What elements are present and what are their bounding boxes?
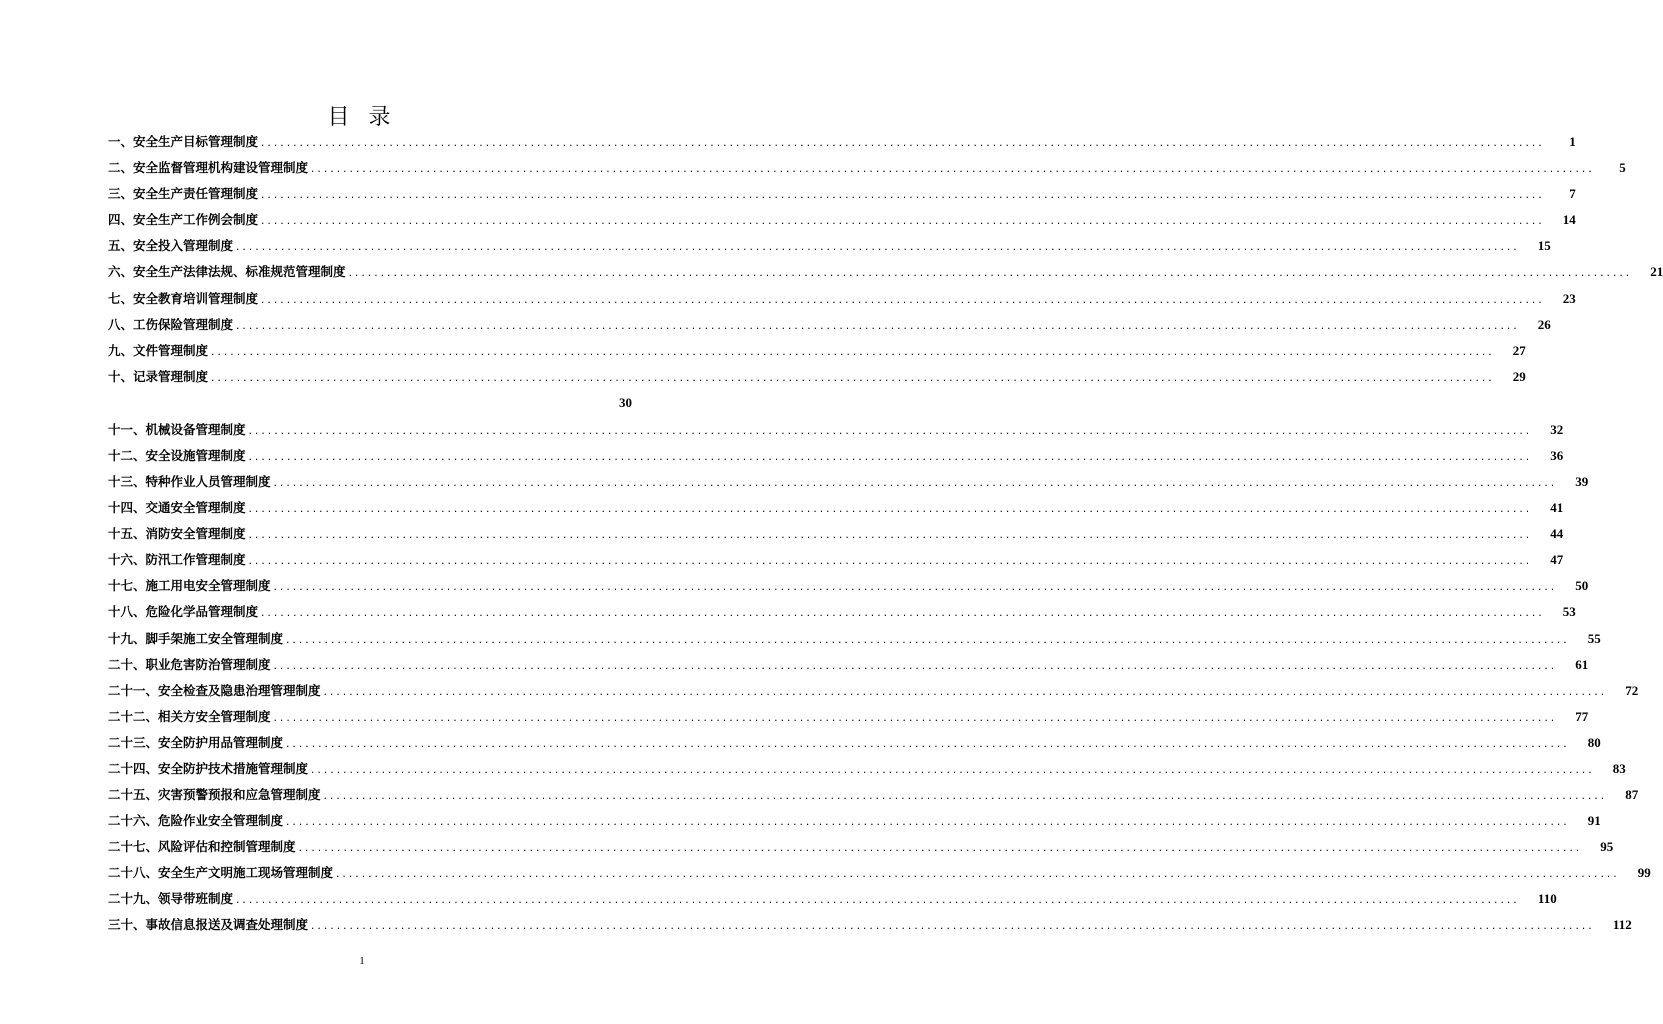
toc-entry-label: 二十八、安全生产文明施工现场管理制度 <box>108 865 334 880</box>
toc-entry-label: 十二、安全设施管理制度 <box>108 448 246 463</box>
toc-entry-page-number: 110 <box>1537 891 1557 906</box>
toc-entry-page-number: 32 <box>1550 422 1564 437</box>
toc-entry[interactable] <box>108 262 1663 282</box>
toc-entry[interactable] <box>108 759 1626 779</box>
toc-entry[interactable] <box>108 811 1601 831</box>
toc-entry-label: 一、安全生产目标管理制度 <box>108 134 259 149</box>
toc-entry[interactable] <box>108 550 1564 570</box>
toc-entry[interactable] <box>108 707 1589 727</box>
toc-entry-label: 二十二、相关方安全管理制度 <box>108 709 271 724</box>
toc-entry[interactable] <box>108 915 1632 935</box>
toc-entry-label: 十四、交通安全管理制度 <box>108 500 246 515</box>
toc-entry[interactable] <box>108 210 1576 230</box>
toc-entry-label: 三、安全生产责任管理制度 <box>108 186 259 201</box>
toc-entry-page-number: 7 <box>1569 186 1576 201</box>
dot-leader: ........................................................................................................................................................................................................ <box>322 792 1607 802</box>
dot-leader: ........................................................................................................................................................................................................ <box>247 505 1532 515</box>
dot-leader: ........................................................................................................................................................................................................ <box>322 688 1607 698</box>
toc-entry-label: 九、文件管理制度 <box>108 343 209 358</box>
dot-leader: ........................................................................................................................................................................................................ <box>210 348 1494 358</box>
footer-page-number: 1 <box>359 955 365 967</box>
dot-leader: ........................................................................................................................................................................................................ <box>235 243 1519 253</box>
toc-entry-label: 四、安全生产工作例会制度 <box>108 212 259 227</box>
toc-entry-page-number: 55 <box>1587 631 1601 646</box>
toc-entry-page-number: 23 <box>1562 291 1576 306</box>
toc-entry-label: 十九、脚手架施工安全管理制度 <box>108 631 284 646</box>
dot-leader: ........................................................................................................................................................................................................ <box>272 662 1557 672</box>
toc-entry-label: 十、记录管理制度 <box>108 369 209 384</box>
dot-leader: ........................................................................................................................................................................................................ <box>310 766 1594 776</box>
toc-entry[interactable] <box>108 681 1639 701</box>
dot-leader: ........................................................................................................................................................................................................ <box>285 818 1569 828</box>
toc-entry[interactable] <box>108 132 1576 152</box>
orphan-page-number: 30 <box>619 395 632 410</box>
toc-entry[interactable] <box>108 420 1564 440</box>
toc-entry-page-number: 44 <box>1550 526 1564 541</box>
toc-entry-page-number: 26 <box>1537 317 1551 332</box>
toc-entry[interactable] <box>108 184 1576 204</box>
toc-entry[interactable] <box>108 524 1564 544</box>
toc-entry-label: 二十五、灾害预警预报和应急管理制度 <box>108 787 321 802</box>
dot-leader: ........................................................................................................................................................................................................ <box>310 165 1594 175</box>
toc-entry-label: 十六、防汛工作管理制度 <box>108 552 246 567</box>
toc-entry-page-number: 36 <box>1550 448 1564 463</box>
toc-entry[interactable] <box>108 863 1651 883</box>
dot-leader: ........................................................................................................................................................................................................ <box>285 740 1569 750</box>
toc-entry-label: 二、安全监督管理机构建设管理制度 <box>108 160 309 175</box>
toc-entry[interactable] <box>108 733 1601 753</box>
dot-leader: ........................................................................................................................................................................................................ <box>247 531 1532 541</box>
toc-entry-page-number: 72 <box>1625 683 1639 698</box>
toc-entry[interactable] <box>108 889 1557 909</box>
toc-entry-page-number: 29 <box>1512 369 1526 384</box>
toc-entry[interactable] <box>108 315 1551 335</box>
toc-entry-label: 十三、特种作业人员管理制度 <box>108 474 271 489</box>
toc-entry-page-number: 1 <box>1569 134 1576 149</box>
dot-leader: ........................................................................................................................................................................................................ <box>247 557 1532 567</box>
dot-leader: ........................................................................................................................................................................................................ <box>260 139 1544 149</box>
toc-entry-label: 二十九、领导带班制度 <box>108 891 234 906</box>
toc-entry-label: 十一、机械设备管理制度 <box>108 422 246 437</box>
dot-leader: ........................................................................................................................................................................................................ <box>210 374 1494 384</box>
toc-entry-page-number: 15 <box>1537 238 1551 253</box>
toc-entry[interactable] <box>108 602 1576 622</box>
dot-leader: ........................................................................................................................................................................................................ <box>297 844 1582 854</box>
dot-leader: ........................................................................................................................................................................................................ <box>235 896 1519 906</box>
toc-entry-label: 二十四、安全防护技术措施管理制度 <box>108 761 309 776</box>
toc-entry-label: 十八、危险化学品管理制度 <box>108 604 259 619</box>
dot-leader: ........................................................................................................................................................................................................ <box>260 296 1544 306</box>
dot-leader: ........................................................................................................................................................................................................ <box>235 322 1519 332</box>
toc-entry-label: 二十六、危险作业安全管理制度 <box>108 813 284 828</box>
toc-entry-label: 二十一、安全检查及隐患治理管理制度 <box>108 683 321 698</box>
toc-entry-page-number: 39 <box>1575 474 1589 489</box>
toc-entry[interactable] <box>108 341 1526 361</box>
toc-entry-label: 二十三、安全防护用品管理制度 <box>108 735 284 750</box>
toc-entry-label: 二十七、风险评估和控制管理制度 <box>108 839 296 854</box>
toc-entry-label: 五、安全投入管理制度 <box>108 238 234 253</box>
toc-entry[interactable] <box>108 472 1589 492</box>
toc-entry-page-number: 91 <box>1587 813 1601 828</box>
dot-leader: ........................................................................................................................................................................................................ <box>310 922 1594 932</box>
toc-entry[interactable] <box>108 837 1614 857</box>
toc-entry[interactable] <box>108 498 1564 518</box>
dot-leader: ........................................................................................................................................................................................................ <box>272 714 1557 724</box>
toc-entry[interactable] <box>108 629 1601 649</box>
dot-leader: ........................................................................................................................................................................................................ <box>260 191 1544 201</box>
toc-entry-page-number: 83 <box>1612 761 1626 776</box>
toc-entry[interactable] <box>108 785 1639 805</box>
toc-entry-label: 二十、职业危害防治管理制度 <box>108 657 271 672</box>
toc-entry-label: 十七、施工用电安全管理制度 <box>108 578 271 593</box>
dot-leader: ........................................................................................................................................................................................................ <box>335 870 1619 880</box>
dot-leader: ........................................................................................................................................................................................................ <box>247 427 1532 437</box>
dot-leader: ........................................................................................................................................................................................................ <box>285 636 1569 646</box>
toc-entry-page-number: 50 <box>1575 578 1589 593</box>
toc-entry[interactable] <box>108 289 1576 309</box>
toc-entry-page-number: 27 <box>1512 343 1526 358</box>
page-title: 目 录 <box>327 105 397 130</box>
toc-entry-page-number: 21 <box>1650 264 1663 279</box>
toc-entry-page-number: 14 <box>1562 212 1576 227</box>
toc-entry-page-number: 112 <box>1612 917 1632 932</box>
dot-leader: ........................................................................................................................................................................................................ <box>347 269 1632 279</box>
dot-leader: ........................................................................................................................................................................................................ <box>272 583 1557 593</box>
toc-entry-page-number: 61 <box>1575 657 1589 672</box>
toc-entry-page-number: 5 <box>1619 160 1626 175</box>
toc-entry[interactable] <box>108 158 1626 178</box>
dot-leader: ........................................................................................................................................................................................................ <box>260 217 1544 227</box>
toc-entry-label: 十五、消防安全管理制度 <box>108 526 246 541</box>
toc-entry-page-number: 87 <box>1625 787 1639 802</box>
toc-entry-page-number: 47 <box>1550 552 1564 567</box>
toc-entry-label: 七、安全教育培训管理制度 <box>108 291 259 306</box>
toc-entry-label: 八、工伤保险管理制度 <box>108 317 234 332</box>
toc-entry[interactable] <box>108 655 1589 675</box>
toc-entry-page-number: 77 <box>1575 709 1589 724</box>
toc-entry[interactable] <box>108 576 1589 596</box>
toc-entry-label: 三十、事故信息报送及调查处理制度 <box>108 917 309 932</box>
toc-entry-label: 六、安全生产法律法规、标准规范管理制度 <box>108 264 346 279</box>
toc-entry-page-number: 41 <box>1550 500 1564 515</box>
dot-leader: ........................................................................................................................................................................................................ <box>247 453 1532 463</box>
toc-entry[interactable] <box>108 446 1564 466</box>
toc-entry-page-number: 80 <box>1587 735 1601 750</box>
dot-leader: ........................................................................................................................................................................................................ <box>260 609 1544 619</box>
toc-entry-page-number: 95 <box>1600 839 1614 854</box>
toc-entry[interactable] <box>108 367 1526 387</box>
toc-entry[interactable] <box>108 236 1551 256</box>
toc-entry-page-number: 53 <box>1562 604 1576 619</box>
dot-leader: ........................................................................................................................................................................................................ <box>272 479 1557 489</box>
toc-entry-page-number: 99 <box>1637 865 1651 880</box>
